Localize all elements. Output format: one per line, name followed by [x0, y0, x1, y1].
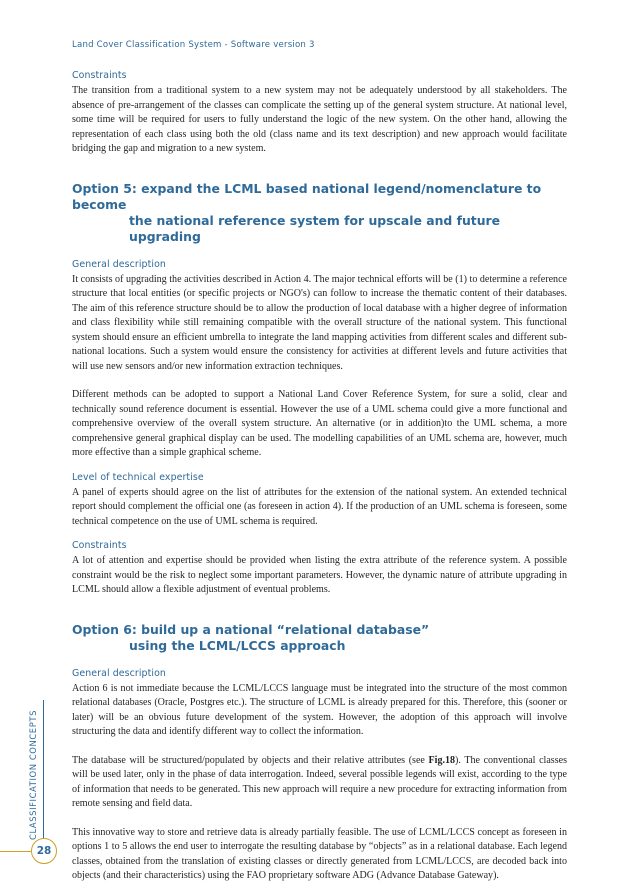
option6-general-paragraph-3: This innovative way to store and retrieve data is already partially feasible. The use of LCML/LCCS concept as foreseen in options 1 to 5 allows the end user to interrogate the resulting database by “objects” as in a relational database. Each legend classes, obtained from the translation of existing classes or directly generated from LCML/LCCS, are decoded back into objects (and their characteristics) using the FAO proprietary software ADG (Advance Database Gateway). [72, 826, 567, 881]
option5-heading [72, 181, 567, 245]
option5-title-line1: Option 5: expand the LCML based national legend/nomenclature to become [72, 180, 542, 212]
running-head: Land Cover Classification System - Software version 3 [72, 40, 315, 50]
option6-title-line1: Option 6: build up a national “relational database” [72, 621, 430, 637]
option5-general-paragraph-1: It consists of upgrading the activities described in Action 4. The major technical efforts will be (1) to determine a reference structure that local entities (or specific projects or NGO's) can follow to increase the thematic content of their databases. The aim of this reference structure should be to allow the production of local database with a higher degree of information and class flexibility while still remaining compatible with the overall structure of the national system. This functional system should ensure an efficient umbrella to integrate the land mapping activities from different scales and different sub-national locations. Such a system would ensure the consistency for activities at different levels and future activities that will use new sensors and/or new information extraction techniques. [72, 273, 567, 372]
option6-title-line2: using the LCML/LCCS approach [129, 637, 346, 653]
option5-expertise-heading: Level of technical expertise [72, 471, 204, 483]
option5-title-line2: the national reference system for upscale and future upgrading [129, 212, 501, 244]
section-side-label: CLASSIFICATION CONCEPTS [28, 710, 38, 840]
side-rule [43, 700, 44, 840]
option5-expertise-paragraph: A panel of experts should agree on the list of attributes for the extension of the national system. An extended technical report should complement the official one (as foreseen in action 4). If the production of an UML schema is foreseen, some technical competence on the use of UML schema is required. [72, 486, 567, 527]
page-number: 28 [36, 845, 52, 857]
option6-general-paragraph-1: Action 6 is not immediate because the LCML/LCCS language must be integrated into the structure of the most common relational databases (Oracle, Postgres etc.). The structure of LCML is already prepared for this. Therefore, this (sooner or later) will be an obvious future development of the system. However, the adoption of this approach will involve structuring the data and identify different way to collect the information. [72, 682, 567, 737]
option6-p2-text-before: The database will be structured/populated by objects and their relative attributes (see [72, 754, 429, 766]
option6-p2-text-after: ). The conventional classes will be used later, only in the phase of data interrogation. Indeed, several possible legends will exist, according to the type of information that needs to be generated. This new approach will require a new procedure for extracting information from remote sensing and field data. [72, 754, 567, 809]
option5-general-paragraph-2: Different methods can be adopted to support a National Land Cover Reference System, for sure a solid, clear and technically sound reference document is essential. However the use of a UML schema could give a more functional and comprehensive overview of the overall system structure. An alternative (or in addition)to the UML schema, a more comprehensive general graphical display can be used. The modelling capabilities of an UML schema are, however, much more effective than a simple graphical scheme. [72, 389, 567, 458]
page-content [72, 70, 567, 884]
footer-rule [0, 851, 31, 852]
constraints-paragraph: The transition from a traditional system to a new system may not be adequately understood by all stakeholders. The absence of pre-arrangement of the classes can complicate the setting up of the general system structure. At national level, some time will be required for users to fully understand the logic of the new system. On the other hand, allowing the representation of each class using both the old (class name and its text description) and new approach would facilitate bridging the gap and migration to a new system. [72, 85, 567, 154]
option5-constraints-heading: Constraints [72, 540, 127, 551]
option5-general-heading: General description [72, 258, 166, 270]
option6-general-paragraph-2 [72, 754, 567, 812]
constraints-heading: Constraints [72, 70, 127, 81]
page-number-badge [31, 838, 57, 864]
option6-general-heading: General description [72, 667, 166, 679]
option5-constraints-paragraph: A lot of attention and expertise should be provided when listing the extra attribute of the reference system. A possible constraint would be the risk to neglect some important parameters. However, the dynamic nature of attribute upgrading in LCML should allow a flexible adjustment of eventual problems. [72, 555, 567, 595]
figure-reference: Fig.18 [428, 754, 456, 766]
option6-heading [72, 622, 567, 654]
